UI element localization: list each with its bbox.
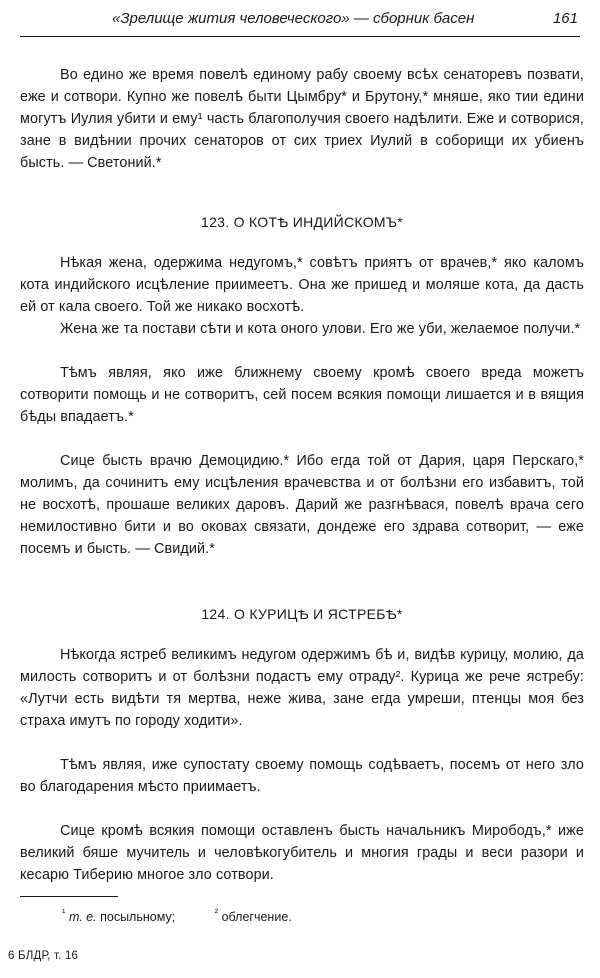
footnote-2: $^{^2}$ облегчение. [214, 908, 292, 925]
fable-123-example: Сице бысть врачю Демоцидию.* Ибо егда той от Дария, царя Перскаго,* молимъ, да сочинитъ ему исцѣления врачевства и от болѣзни его избавитъ, той не восхотѣ, прошаше великих даровъ. Дарий же разгнѣвася, повелѣ врача сего немилостивно бити и во оковах связати, дондеже его здрава сотворит, — еже посемъ и бысть. — Свидий.* [20, 453, 584, 557]
fable-124-example: Сице кромѣ всякия помощи оставленъ бысть начальникъ Мирободъ,* иже великий бяше мучитель и человѣкогубитель и многия грады и веси разори и кесарю Тиберию многое зло сотвори. [20, 823, 584, 883]
running-head-title: «Зрелище жития человеческого» — сборник басен [112, 10, 475, 27]
fable-123-title: 123. О КОТѢ ИНДИЙСКОМЪ* [200, 214, 403, 230]
footnotes [62, 908, 328, 924]
footnote-1: $^{^1}$ т. е. посыльному; [62, 908, 176, 925]
page-number: 161 [552, 10, 578, 27]
fable-123-paragraph-2: Жена же та постави сѣти и кота оного улови. Его же уби, желаемое получи.* [60, 321, 581, 337]
running-head [20, 8, 582, 32]
header-rule [20, 36, 580, 37]
fable-124-paragraph-1: Нѣкогда ястреб великимъ недугом одержимъ бѣ и, видѣв курицу, молию, да милость сотворитъ и от болѣзни подастъ ему отраду². Курица же рече ястребу: «Лутчи есть видѣти тя мертва, неже жива, зане егда умреши, птенцы моя без страха имутъ по городу ходити». [20, 647, 584, 729]
page-body [20, 64, 584, 886]
fable-124-moral: Тѣмъ являя, иже супостату своему помощь содѣваетъ, посемъ от него зло во благодарения мѣсто приимаетъ. [20, 757, 584, 795]
fable-123-paragraph-1: Нѣкая жена, одержима недугомъ,* совѣтъ приятъ от врачев,* яко каломъ кота индийского исцѣление приимеетъ. Она же пришед и моляше кота, да дасть ей от кала своего. Той же никако восхотѣ. [20, 255, 584, 315]
printer-signature: 6 БЛДР, т. 16 [8, 950, 79, 962]
fable-123-moral: Тѣмъ являя, яко иже ближнему своему кромѣ своего вреда можетъ сотворити помощь и не сотворитъ, сей посем всякия помощи лишается и в вящия бѣды впадаетъ.* [20, 365, 584, 425]
footnote-rule [20, 896, 118, 897]
intro-paragraph: Во едино же время повелѣ единому рабу своему всѣх сенаторевъ позвати, еже и сотвори. Купно же повелѣ быти Цымбру* и Брутону,* мняше, яко тии едини могутъ Иулия убити и ему¹ часть благополучия своего надѣлити. Еже и сотворися, зане в видѣнии прочих сенаторов от сих триех Иулий в соборищи их убиенъ бысть. — Светоний.* [20, 67, 584, 171]
fable-124-title: 124. О КУРИЦѢ И ЯСТРЕБѢ* [201, 606, 403, 622]
